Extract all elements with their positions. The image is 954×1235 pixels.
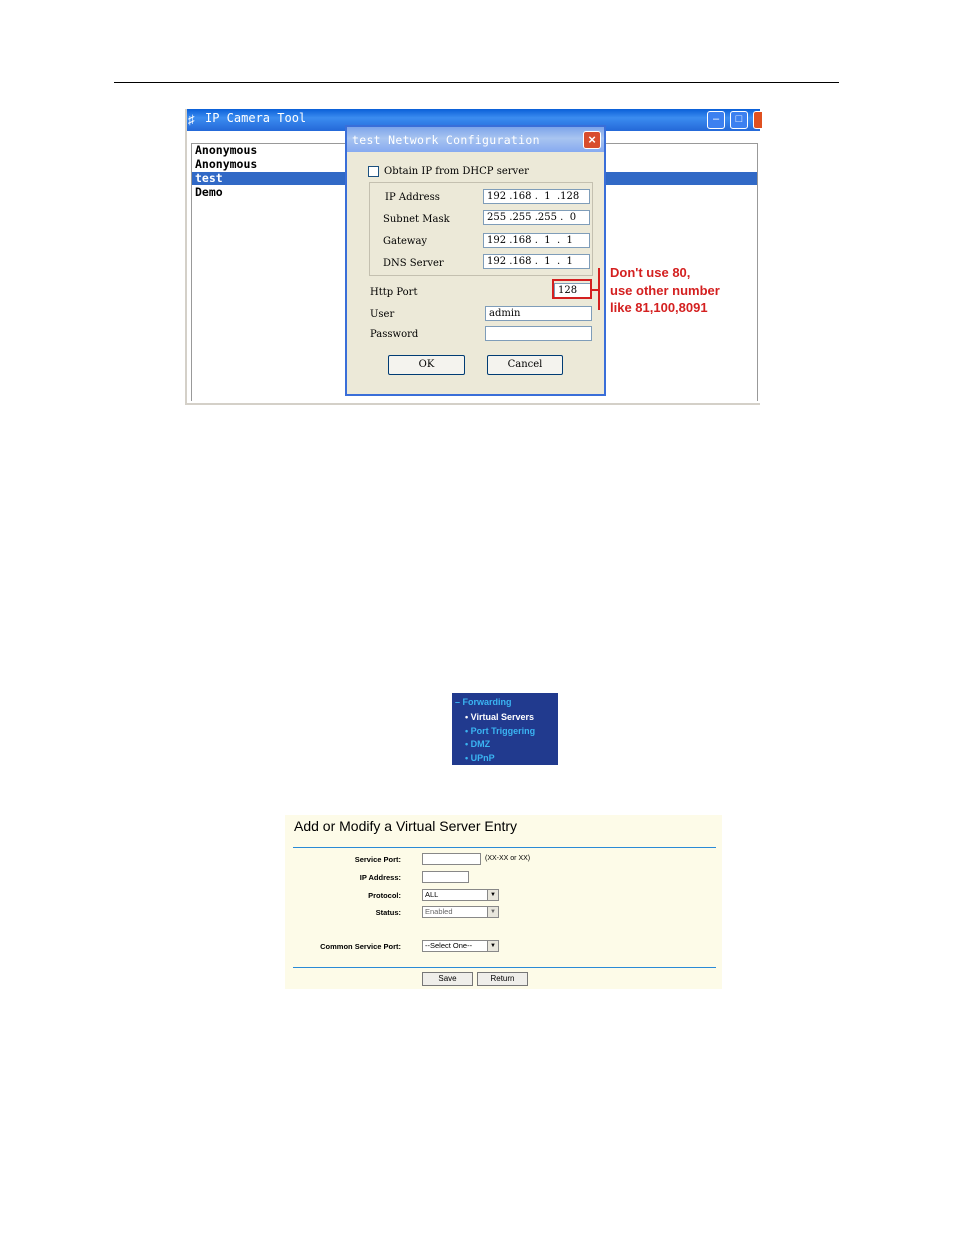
dns-server-field[interactable]: 192 .168 . 1 . 1 xyxy=(483,254,590,269)
callout-bracket xyxy=(598,268,600,310)
form-divider-bottom xyxy=(293,967,716,968)
camera-list-item-selected[interactable]: test xyxy=(192,172,757,185)
protocol-label: Protocol: xyxy=(368,891,401,900)
gateway-field[interactable]: 192 .168 . 1 . 1 xyxy=(483,233,590,248)
user-label: User xyxy=(370,309,395,320)
status-value: Enabled xyxy=(425,907,453,916)
note-line-2: use other number xyxy=(610,283,720,298)
common-service-port-value: --Select One-- xyxy=(425,941,473,950)
ip-address-label: IP Address: xyxy=(359,873,401,882)
network-config-dialog xyxy=(345,125,606,396)
dns-server-label: DNS Server xyxy=(383,258,444,269)
cancel-button[interactable]: Cancel xyxy=(487,355,563,375)
menu-item-label: UPnP xyxy=(470,753,495,763)
chevron-down-icon[interactable]: ▼ xyxy=(487,907,498,917)
menu-item-virtual-servers[interactable]: • Virtual Servers xyxy=(465,712,535,722)
header-rule xyxy=(114,82,839,83)
menu-item-label: DMZ xyxy=(470,739,491,749)
return-button[interactable]: Return xyxy=(477,972,528,986)
http-port-field[interactable]: 128 xyxy=(554,283,591,298)
note-line-1: Don't use 80, xyxy=(610,265,691,280)
user-field[interactable]: admin xyxy=(485,306,592,321)
chevron-down-icon[interactable]: ▼ xyxy=(487,941,498,951)
forwarding-menu xyxy=(452,693,558,765)
camera-list-item[interactable]: Demo xyxy=(195,185,223,199)
virtual-server-form xyxy=(285,815,722,989)
subnet-mask-label: Subnet Mask xyxy=(383,214,450,225)
dhcp-checkbox[interactable] xyxy=(368,166,379,177)
note-line-3: like 81,100,8091 xyxy=(610,300,708,315)
maximize-icon[interactable]: □ xyxy=(730,111,748,129)
http-port-highlight xyxy=(552,279,592,299)
service-port-label: Service Port: xyxy=(354,855,401,864)
form-title: Add or Modify a Virtual Server Entry xyxy=(294,818,518,834)
service-port-hint: (XX-XX or XX) xyxy=(485,855,531,862)
camera-list-item[interactable]: Anonymous xyxy=(195,157,258,171)
service-port-input[interactable] xyxy=(422,853,481,865)
subnet-mask-field[interactable]: 255 .255 .255 . 0 xyxy=(483,210,590,225)
menu-item-label: Port Triggering xyxy=(470,726,536,736)
status-label: Status: xyxy=(375,908,401,917)
dialog-title: test Network Configuration xyxy=(352,133,540,147)
gateway-label: Gateway xyxy=(383,236,428,247)
protocol-select[interactable] xyxy=(422,889,499,901)
camera-app-icon: ♯ xyxy=(188,112,195,127)
ip-address-field[interactable]: 192 .168 . 1 .128 xyxy=(483,189,590,204)
menu-item-dmz[interactable]: • DMZ xyxy=(465,739,491,749)
password-label: Password xyxy=(370,329,419,340)
menu-item-label: Virtual Servers xyxy=(470,712,535,722)
ok-button[interactable]: OK xyxy=(388,355,465,375)
chevron-down-icon[interactable]: ▼ xyxy=(487,890,498,900)
menu-header-forwarding[interactable]: – Forwarding xyxy=(455,697,512,707)
ip-address-input[interactable] xyxy=(422,871,469,883)
form-divider-top xyxy=(293,847,716,848)
close-icon[interactable]: × xyxy=(583,131,601,149)
protocol-value: ALL xyxy=(425,890,439,899)
menu-item-upnp[interactable]: • UPnP xyxy=(465,753,495,763)
menu-item-port-triggering[interactable]: • Port Triggering xyxy=(465,726,536,736)
save-button[interactable]: Save xyxy=(422,972,473,986)
window-title: IP Camera Tool xyxy=(205,111,307,125)
status-select[interactable] xyxy=(422,906,499,918)
http-port-label: Http Port xyxy=(370,287,418,298)
close-icon[interactable] xyxy=(753,111,762,129)
camera-list-item[interactable]: Anonymous xyxy=(195,143,258,157)
dhcp-label: Obtain IP from DHCP server xyxy=(384,166,529,177)
common-service-port-label: Common Service Port: xyxy=(320,942,401,951)
common-service-port-select[interactable] xyxy=(422,940,499,952)
minimize-icon[interactable]: – xyxy=(707,111,725,129)
ip-address-label: IP Address xyxy=(385,192,440,203)
dialog-titlebar[interactable] xyxy=(347,127,604,152)
password-field[interactable] xyxy=(485,326,592,341)
